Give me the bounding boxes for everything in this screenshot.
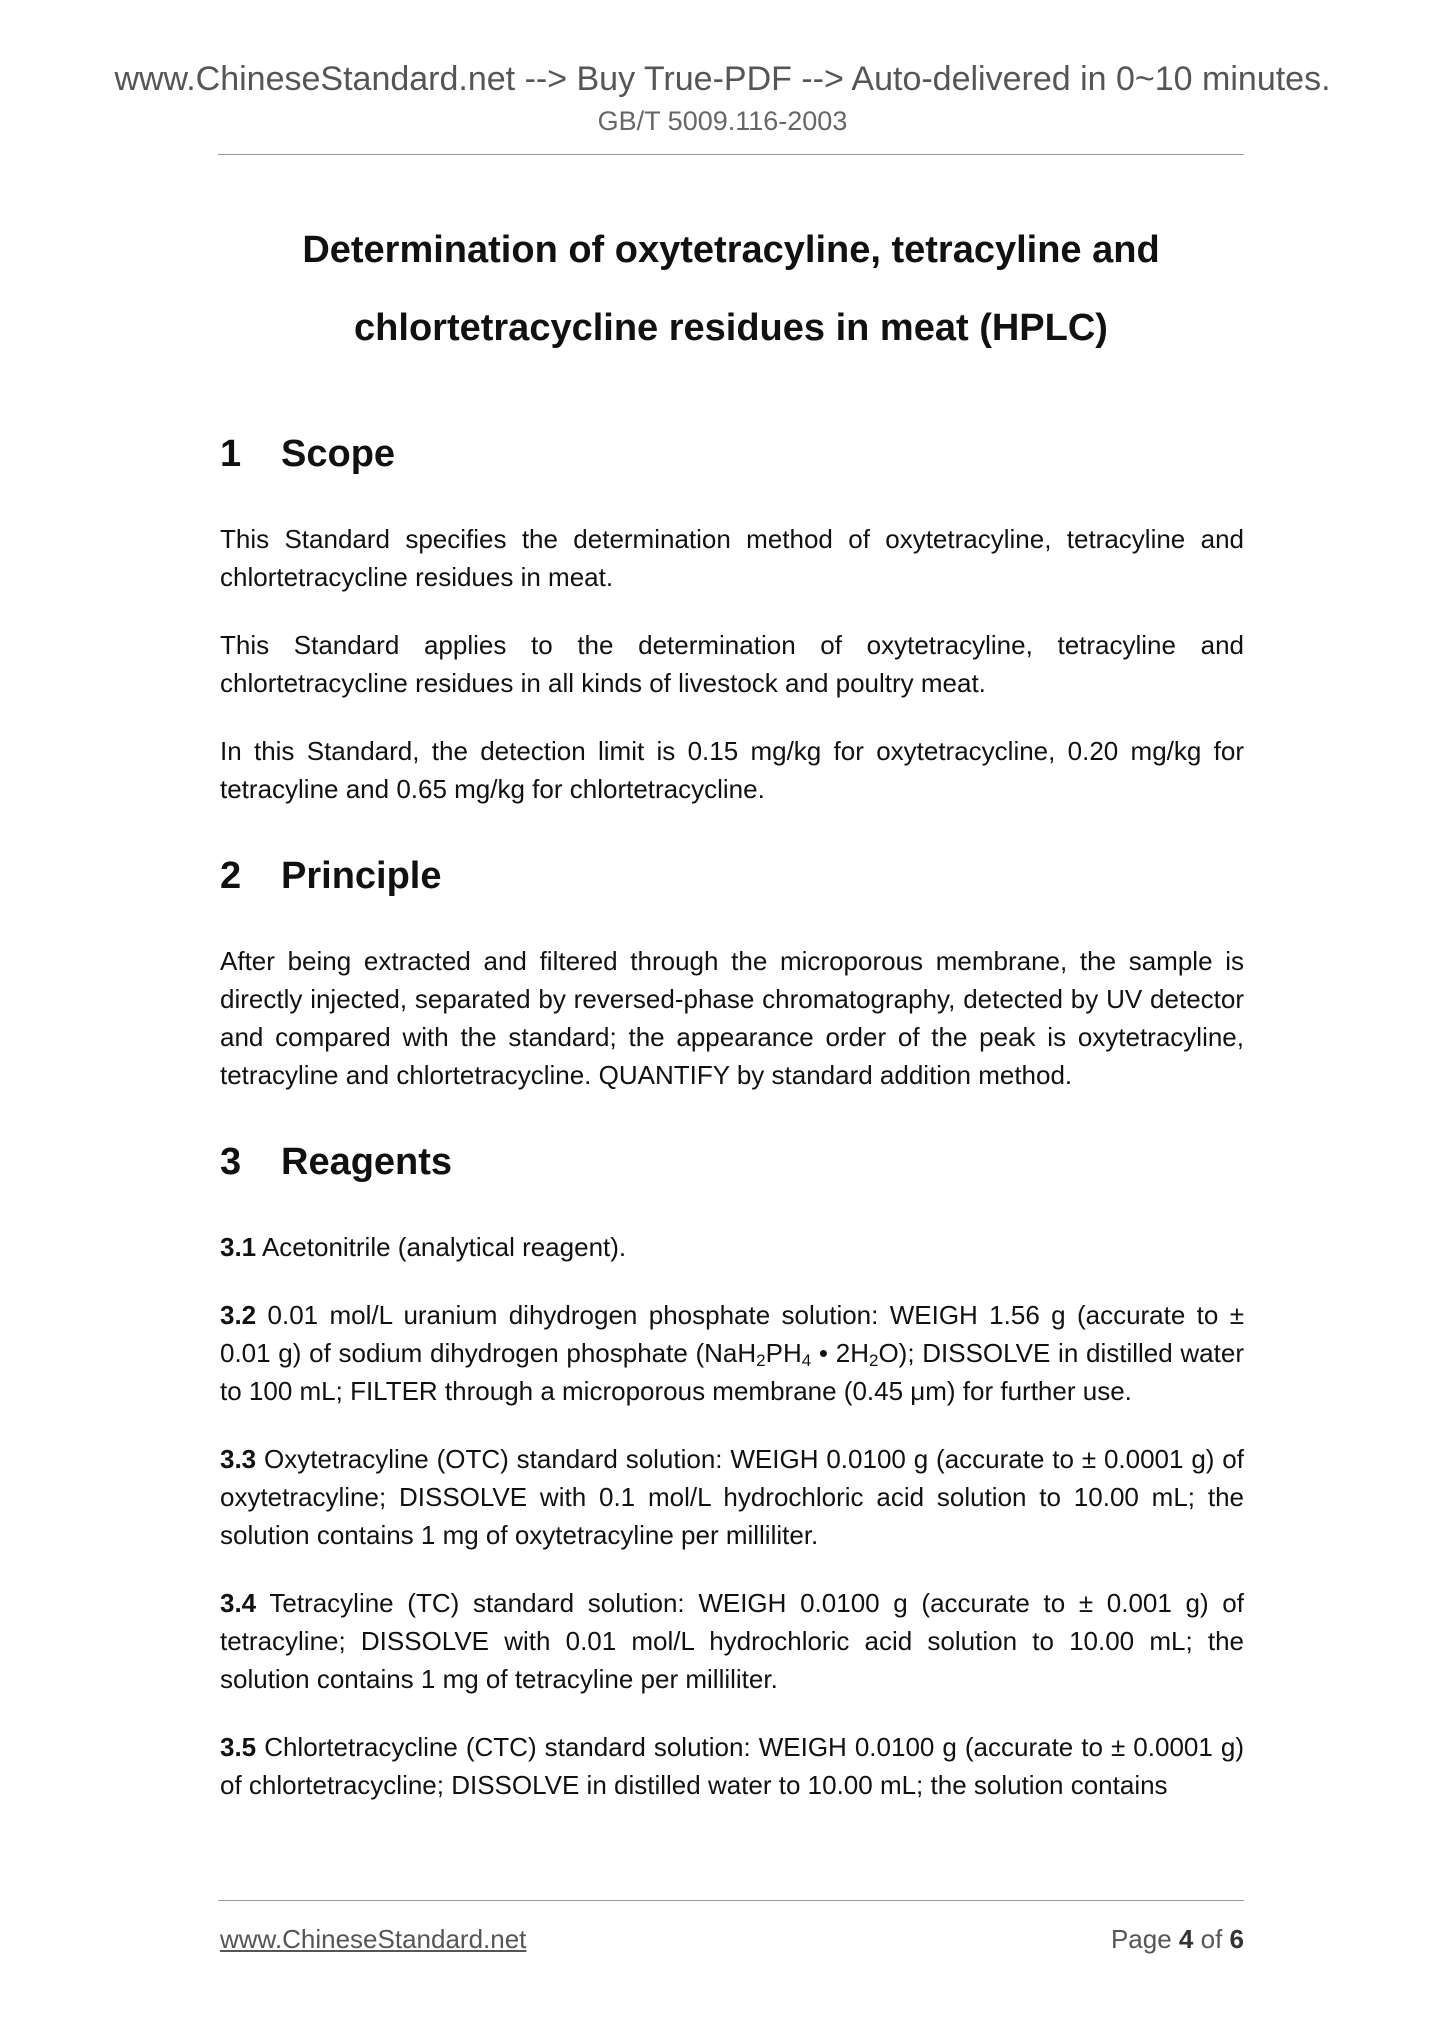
document-body — [220, 430, 1244, 1834]
principle-paragraph: After being extracted and filtered through the microporous membrane, the sample is directly injected, separated by reversed-phase chromatography, detected by UV detector and compared with the standard; the appearance order of the peak is oxytetracyline, tetracyline and chlortetracycline. QUANTIFY by standard addition method. — [220, 946, 1244, 1090]
reagent-clause — [220, 1584, 1244, 1698]
page-total: 6 — [1229, 1924, 1244, 1954]
section-heading-principle — [220, 852, 1244, 900]
reagent-clause — [220, 1440, 1244, 1554]
header-banner: www.ChineseStandard.net --> Buy True-PDF --> Auto-delivered in 0~10 minutes. — [114, 60, 1331, 98]
clause-text: Oxytetracyline (OTC) standard solution: WEIGH 0.0100 g (accurate to ± 0.0001 g) of oxytetracyline; DISSOLVE with 0.1 mol/L hydrochloric acid solution to 10.00 mL; the solution contains 1 mg of oxytetracyline per milliliter. — [220, 1444, 1244, 1550]
reagent-clause — [220, 1228, 1244, 1266]
page-label: Page — [1110, 1924, 1172, 1954]
scope-paragraph: This Standard specifies the determination method of oxytetracyline, tetracyline and chlortetracycline residues in meat. — [220, 524, 1244, 592]
section-title: Scope — [281, 433, 396, 475]
subscript: 2 — [868, 1351, 879, 1370]
title-line-1: Determination of oxytetracyline, tetracyline and — [302, 229, 1160, 272]
section-heading-scope — [220, 430, 1244, 478]
section-title: Reagents — [281, 1141, 453, 1183]
scope-paragraph: This Standard applies to the determination of oxytetracyline, tetracyline and chlortetracycline residues in all kinds of livestock and poultry meat. — [220, 630, 1244, 698]
subscript: 4 — [801, 1351, 812, 1370]
clause-number: 3.5 — [220, 1732, 257, 1762]
section-number: 3 — [220, 1141, 242, 1183]
clause-number: 3.3 — [220, 1444, 257, 1474]
scope-paragraph: In this Standard, the detection limit is 0.15 mg/kg for oxytetracycline, 0.20 mg/kg for tetracyline and 0.65 mg/kg for chlortetracycline. — [220, 736, 1244, 804]
clause-number: 3.1 — [220, 1232, 257, 1262]
clause-text: O); DISSOLVE in distilled water to 100 mL; FILTER through a microporous membrane (0.45 μm) for further use. — [220, 1338, 1244, 1406]
document-title — [218, 211, 1244, 367]
clause-text: 0.01 mol/L uranium dihydrogen phosphate solution: WEIGH 1.56 g (accurate to ± 0.01 g) of sodium dihydrogen phosphate (NaH — [220, 1300, 1244, 1368]
clause-number: 3.2 — [220, 1300, 257, 1330]
section-number: 2 — [220, 855, 242, 897]
subscript: 2 — [756, 1351, 766, 1370]
clause-text: Chlortetracycline (CTC) standard solution: WEIGH 0.0100 g (accurate to ± 0.0001 g) of chlortetracycline; DISSOLVE in distilled water to 10.00 mL; the solution contains — [220, 1732, 1244, 1800]
clause-number: 3.4 — [220, 1588, 257, 1618]
section-number: 1 — [220, 433, 242, 475]
section-title: Principle — [281, 855, 442, 897]
reagent-clause — [220, 1296, 1244, 1410]
title-line-2: chlortetracycline residues in meat (HPLC) — [354, 307, 1108, 350]
page-of: of — [1200, 1924, 1223, 1954]
header-divider — [218, 154, 1244, 155]
clause-text: PH — [765, 1338, 802, 1368]
clause-text: Acetonitrile (analytical reagent). — [261, 1232, 627, 1262]
page-indicator — [1111, 1922, 1244, 1956]
standard-number: GB/T 5009.116-2003 — [597, 106, 848, 136]
page-current: 4 — [1178, 1924, 1194, 1954]
footer-website-link[interactable]: www.ChineseStandard.net — [220, 1924, 527, 1954]
clause-text: • 2H — [811, 1338, 869, 1368]
section-heading-reagents — [220, 1138, 1244, 1186]
clause-text: Tetracyline (TC) standard solution: WEIGH 0.0100 g (accurate to ± 0.001 g) of tetracyline; DISSOLVE with 0.01 mol/L hydrochloric acid solution to 10.00 mL; the solution contains 1 mg of tetracyline per milliliter. — [220, 1588, 1244, 1694]
footer-divider — [218, 1900, 1244, 1901]
reagent-clause — [220, 1728, 1244, 1804]
